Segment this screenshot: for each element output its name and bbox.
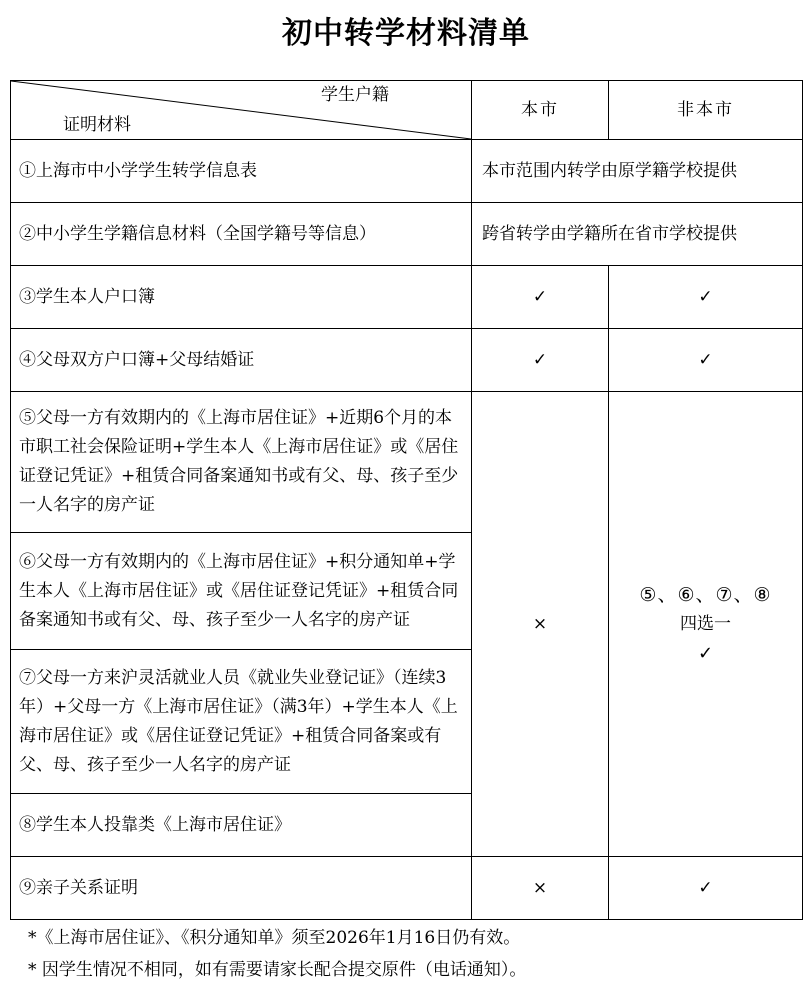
material-4-local-check: ✓ [472,329,609,392]
footnote-validity: *《上海市居住证》、《积分通知单》须至2026年1月16日仍有效。 [28,928,521,948]
group-5-8-rule: 四选一 [680,613,731,634]
material-3-local-check: ✓ [472,266,609,329]
group-5-8-options: ⑤、⑥、⑦、⑧ [639,583,772,606]
material-8: ⑧学生本人投靠类《上海市居住证》 [11,794,472,857]
diagonal-header-cell [11,81,472,140]
material-2: ②中小学生学籍信息材料（全国学籍号等信息） [11,203,472,266]
material-9-local-cross: × [472,857,609,920]
materials-header-label: 证明材料 [63,115,131,135]
footnote-originals: * 因学生情况不相同，如有需要请家长配合提交原件（电话通知）。 [28,960,527,980]
footnotes [28,922,526,986]
material-5: ⑤父母一方有效期内的《上海市居住证》+近期6个月的本市职工社会保险证明+学生本人《上海市居住证》或《居住证登记凭证》+租赁合同备案通知书或有父、母、孩子至少一人名字的房产证 [11,392,472,533]
material-7: ⑦父母一方来沪灵活就业人员《就业失业登记证》（连续3年）+父母一方《上海市居住证》（满3年）+学生本人《上海市居住证》或《居住证登记凭证》+租赁合同备案或有父、母、孩子至少一人名字的房产证 [11,650,472,794]
material-4: ④父母双方户口簿+父母结婚证 [11,329,472,392]
table-row [11,203,803,266]
table-header-row [11,81,803,140]
materials-table [10,80,803,920]
material-3: ③学生本人户口簿 [11,266,472,329]
table-row [11,266,803,329]
material-2-note: 跨省转学由学籍所在省市学校提供 [472,203,803,266]
material-6: ⑥父母一方有效期内的《上海市居住证》+积分通知单+学生本人《上海市居住证》或《居住证登记凭证》+租赁合同备案通知书或有父、母、孩子至少一人名字的房产证 [11,533,472,650]
group-5-8-check: ✓ [697,642,714,664]
table-row [11,140,803,203]
table-row [11,857,803,920]
page-title: 初中转学材料清单 [282,16,530,51]
material-3-nonlocal-check: ✓ [609,266,803,329]
material-1-note: 本市范围内转学由原学籍学校提供 [472,140,803,203]
material-4-nonlocal-check: ✓ [609,329,803,392]
group-5-8-nonlocal [609,392,803,857]
table-row [11,329,803,392]
household-header-label: 学生户籍 [321,85,389,105]
group-5-8-local-cross: × [472,392,609,857]
material-9: ⑨亲子关系证明 [11,857,472,920]
material-1: ①上海市中小学学生转学信息表 [11,140,472,203]
material-9-nonlocal-check: ✓ [609,857,803,920]
nonlocal-header: 非本市 [609,81,803,140]
local-header: 本市 [472,81,609,140]
table-row [11,392,803,533]
